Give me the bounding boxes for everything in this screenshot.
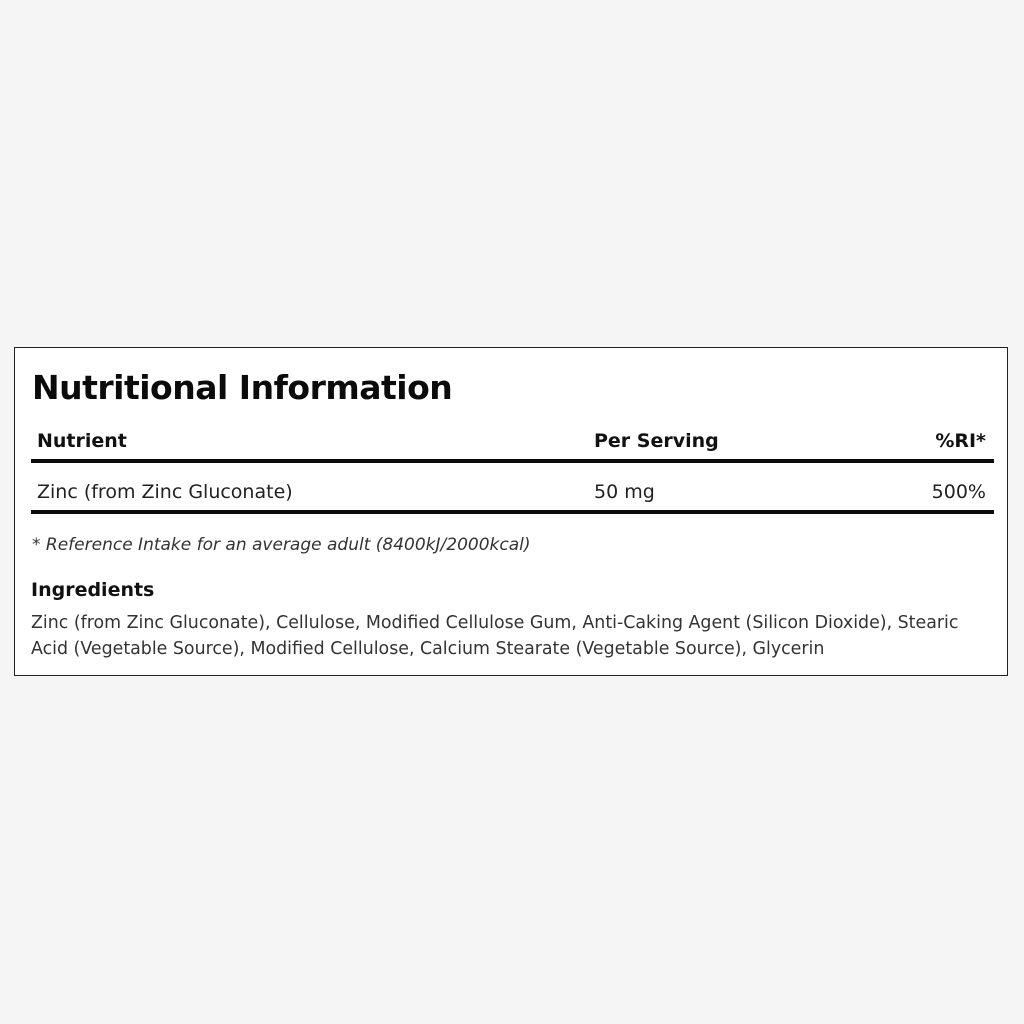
ingredients-list: Zinc (from Zinc Gluconate), Cellulose, Modified Cellulose Gum, Anti-Caking Agent (Silicon Dioxide), Stearic Acid (Vegetable Source), Modified Cellulose, Calcium Stearate (Vegetable Source), Glycerin	[31, 613, 959, 659]
header-ri: %RI*	[935, 430, 986, 452]
nutrition-panel	[14, 347, 1008, 676]
row-per-serving: 50 mg	[594, 481, 655, 503]
row-ri: 500%	[931, 481, 986, 503]
table-bottom-divider	[31, 510, 994, 514]
reference-intake-footnote: * Reference Intake for an average adult (8400kJ/2000kcal)	[32, 535, 531, 555]
header-nutrient: Nutrient	[37, 430, 127, 452]
ingredients-heading: Ingredients	[31, 579, 155, 601]
header-divider	[31, 459, 994, 463]
header-per-serving: Per Serving	[594, 430, 719, 452]
panel-title: Nutritional Information	[32, 368, 453, 407]
row-nutrient: Zinc (from Zinc Gluconate)	[37, 481, 293, 503]
